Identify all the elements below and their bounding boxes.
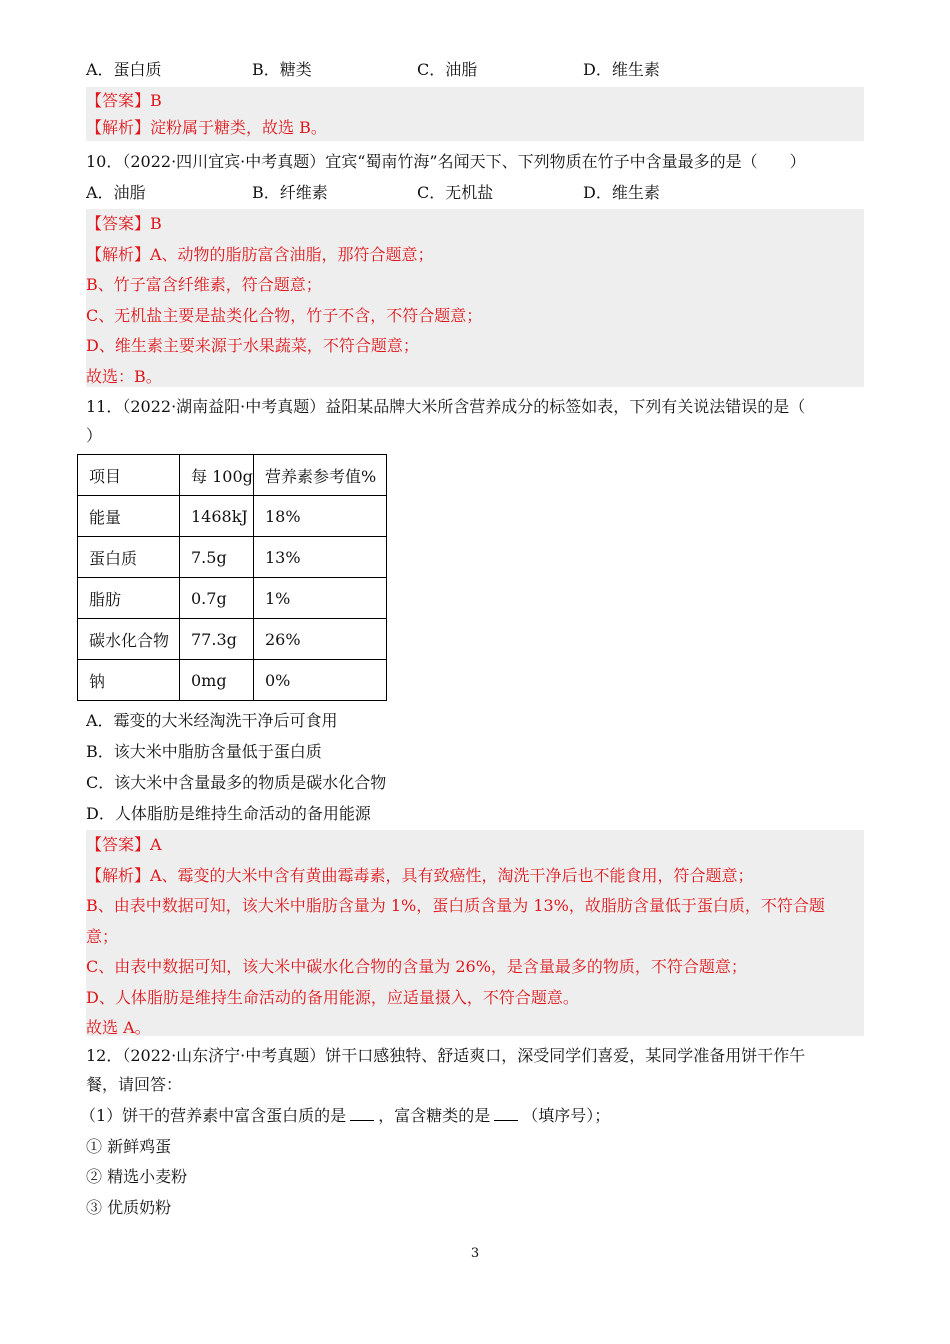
answer-blank[interactable]	[350, 1106, 374, 1121]
table-cell: 能量	[78, 496, 180, 537]
q12-stem-line2: 餐，请回答：	[86, 1075, 183, 1094]
q9-answer-block	[86, 87, 864, 141]
q9-option-c: C．油脂	[417, 60, 478, 79]
q11-option-b: B．该大米中脂肪含量低于蛋白质	[86, 742, 322, 761]
q11-option-c: C．该大米中含量最多的物质是碳水化合物	[86, 773, 387, 792]
q10-options	[86, 178, 864, 208]
q9-option-a: A．蛋白质	[86, 60, 162, 79]
table-cell: 1%	[254, 578, 387, 619]
q11-stem-line2: ）	[86, 426, 103, 445]
q9-options	[86, 55, 864, 85]
q12-subquestion-1	[80, 1101, 610, 1131]
q10-option-c: C．无机盐	[417, 183, 494, 202]
q10-analysis-line: D、维生素主要来源于水果蔬菜，不符合题意；	[86, 336, 419, 355]
q12-item-3: ③ 优质奶粉	[86, 1198, 172, 1217]
table-cell: 7.5g	[180, 537, 254, 578]
q11-analysis-line: B、由表中数据可知，该大米中脂肪含量为 1%，蛋白质含量为 13%，故脂肪含量低于蛋白质，不符合题	[86, 896, 825, 915]
table-row	[78, 660, 387, 701]
table-cell: 0.7g	[180, 578, 254, 619]
answer-blank[interactable]	[494, 1106, 518, 1121]
q11-answer-block	[86, 830, 864, 1036]
table-cell: 77.3g	[180, 619, 254, 660]
nutrition-table	[77, 454, 387, 701]
q11-analysis-line: 故选 A。	[86, 1018, 151, 1037]
q11-analysis-line: 【解析】A、霉变的大米中含有黄曲霉毒素，具有致癌性，淘洗干净后也不能食用，符合题意；	[86, 865, 754, 885]
table-row	[78, 537, 387, 578]
table-cell: 脂肪	[78, 578, 180, 619]
table-cell: 蛋白质	[78, 537, 180, 578]
table-cell: 0mg	[180, 660, 254, 701]
table-cell: 18%	[254, 496, 387, 537]
q10-answer-block	[86, 209, 864, 387]
q10-option-b: B．纤维素	[252, 183, 328, 202]
q11-stem-line1: 11．（2022·湖南益阳·中考真题）益阳某品牌大米所含营养成分的标签如表，下列有关说法错误的是（	[86, 397, 806, 416]
table-cell: 13%	[254, 537, 387, 578]
table-row	[78, 619, 387, 660]
q11-analysis-line: 意；	[86, 926, 119, 946]
q10-analysis-line: C、无机盐主要是盐类化合物，竹子不含，不符合题意；	[86, 305, 483, 325]
table-header-row	[78, 455, 387, 496]
q12-sub1-text-a: （1）饼干的营养素中富含蛋白质的是	[80, 1106, 347, 1125]
page-number: 3	[470, 1246, 480, 1261]
q9-option-d: D．维生素	[583, 60, 660, 79]
q12-sub1-text-b: ，富含糖类的是	[378, 1106, 491, 1125]
q12-item-1: ① 新鲜鸡蛋	[86, 1137, 172, 1156]
table-cell: 1468kJ	[180, 496, 254, 537]
q11-analysis-line: D、人体脂肪是维持生命活动的备用能源，应适量摄入，不符合题意。	[86, 987, 579, 1007]
table-row	[78, 578, 387, 619]
q12-stem-line1: 12．（2022·山东济宁·中考真题）饼干口感独特、舒适爽口，深受同学们喜爱，某同学准备用饼干作午	[86, 1046, 806, 1065]
table-row	[78, 496, 387, 537]
q12-item-2: ② 精选小麦粉	[86, 1167, 188, 1186]
q11-option-a: A．霉变的大米经淘洗干净后可食用	[86, 711, 338, 730]
q10-analysis-line: B、竹子富含纤维素，符合题意；	[86, 275, 322, 294]
q11-analysis-line: C、由表中数据可知，该大米中碳水化合物的含量为 26%，是含量最多的物质，不符合题意；	[86, 957, 747, 976]
table-header-cell: 营养素参考值%	[254, 455, 387, 496]
q10-stem: 10．（2022·四川宜宾·中考真题）宜宾“蜀南竹海”名闻天下、下列物质在竹子中含量最多的是（ ）	[86, 152, 806, 171]
q10-analysis-line: 【解析】A、动物的脂肪富含油脂，那符合题意；	[86, 244, 434, 264]
q9-answer: 【答案】B	[86, 91, 162, 110]
q12-sub1-text-c: （填序号）；	[522, 1106, 611, 1125]
q11-answer: 【答案】A	[86, 835, 162, 854]
q11-option-d: D．人体脂肪是维持生命活动的备用能源	[86, 804, 371, 823]
table-cell: 钠	[78, 660, 180, 701]
q10-option-a: A．油脂	[86, 183, 146, 202]
q9-option-b: B．糖类	[252, 60, 312, 79]
q10-option-d: D．维生素	[583, 183, 660, 202]
q10-answer: 【答案】B	[86, 214, 162, 233]
table-cell: 碳水化合物	[78, 619, 180, 660]
table-cell: 0%	[254, 660, 387, 701]
q9-analysis: 【解析】淀粉属于糖类，故选 B。	[86, 118, 327, 137]
table-header-cell: 每 100g	[180, 455, 254, 496]
table-header-cell: 项目	[78, 455, 180, 496]
table-cell: 26%	[254, 619, 387, 660]
q10-analysis-line: 故选：B。	[86, 366, 162, 386]
